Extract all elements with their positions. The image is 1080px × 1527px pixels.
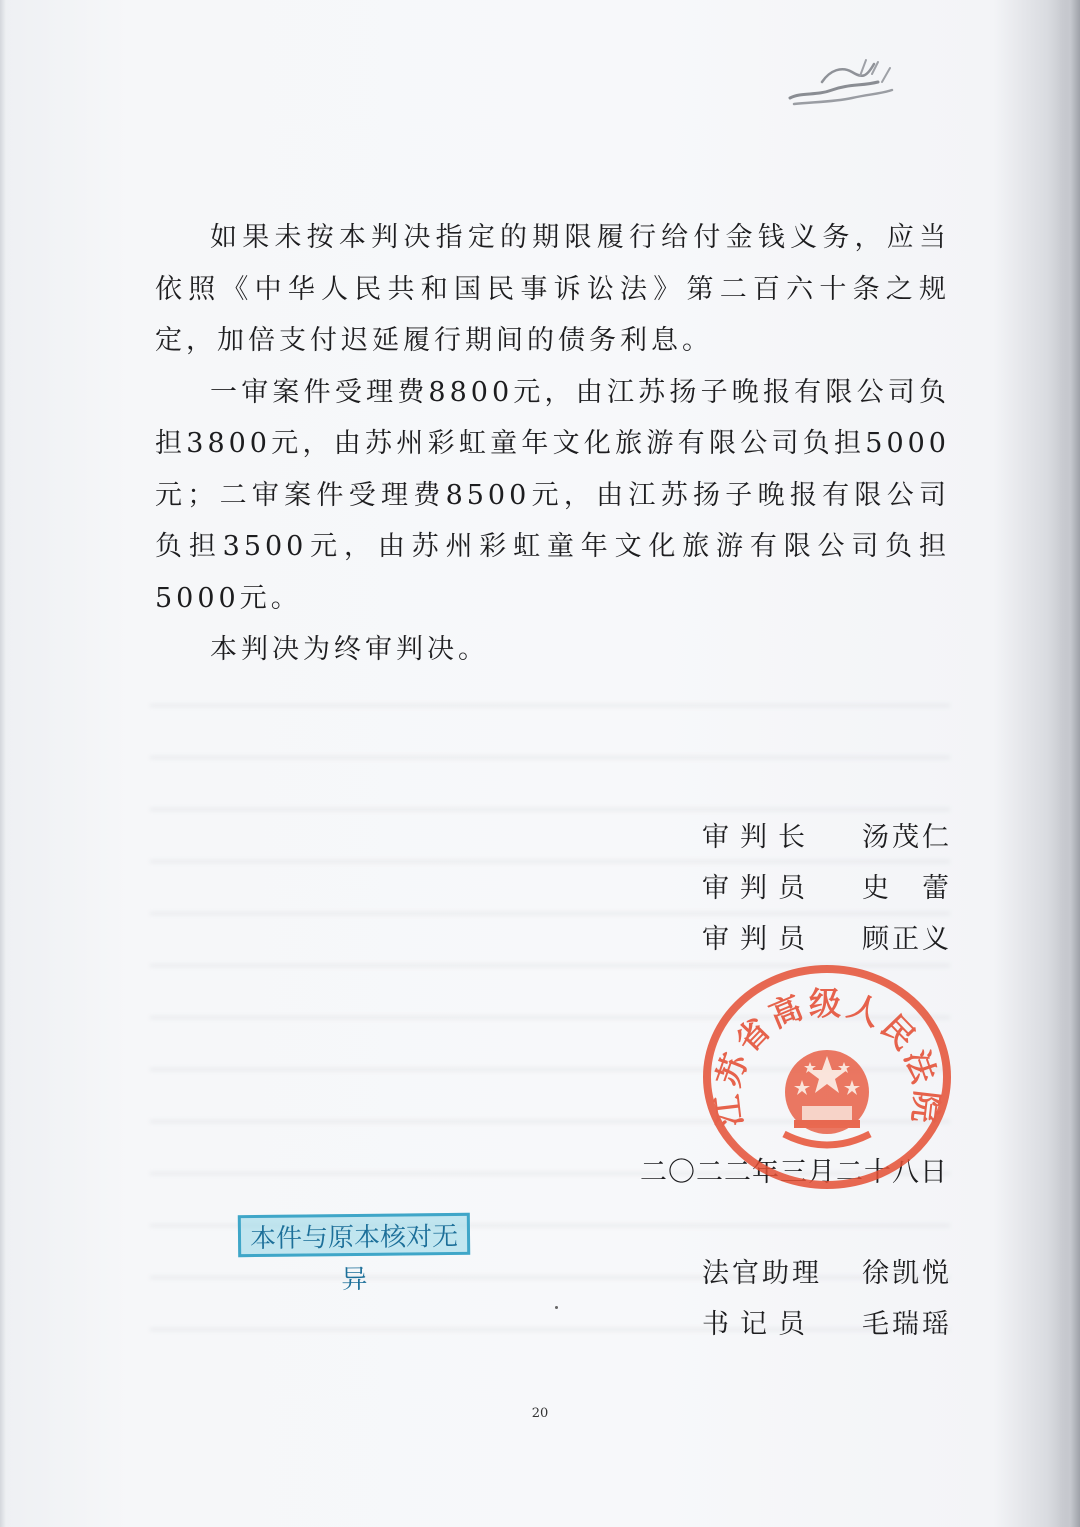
paragraph-fees: 一审案件受理费8800元，由江苏扬子晚报有限公司负担3800元，由苏州彩虹童年文化旅游有限公司负担5000元；二审案件受理费8500元，由江苏扬子晚报有限公司负担3500元，由苏州彩虹童年文化旅游有限公司负担5000元。 (155, 376, 950, 614)
signature-name: 毛瑞瑶 (862, 1309, 952, 1340)
signature-name: 顾正义 (862, 924, 952, 955)
national-emblem (784, 1050, 870, 1145)
signature-role: 书记员 (702, 1309, 816, 1340)
signature-role: 审判员 (702, 873, 816, 904)
binding-edge (0, 0, 6, 1527)
paragraph-interest: 如果未按本判决指定的期限履行给付金钱义务，应当依照《中华人民共和国民事诉讼法》第二百六十条之规定，加倍支付迟延履行期间的债务利息。 (155, 222, 950, 356)
signature-name: 史 蕾 (862, 873, 952, 904)
speck (555, 1306, 558, 1309)
signature-row (702, 812, 952, 863)
handwritten-mark (782, 52, 902, 114)
page-number: 20 (531, 1406, 549, 1421)
verification-stamp: 本件与原本核对无异 (238, 1213, 470, 1257)
signature-role: 审判长 (702, 822, 816, 853)
signature-role: 审判员 (702, 924, 816, 955)
signature-name: 徐凯悦 (862, 1258, 952, 1289)
page-edge-shadow (1058, 0, 1080, 1527)
paragraph-final: 本判决为终审判决。 (210, 634, 489, 665)
signature-row (702, 863, 952, 914)
judgment-body (155, 212, 950, 676)
judgment-date: 二〇二二年三月二十八日 (640, 1157, 948, 1188)
signature-name: 汤茂仁 (862, 822, 952, 853)
court-seal (698, 960, 956, 1194)
seal-text: 江苏省高级人民法院 (707, 984, 947, 1129)
signature-role: 法官助理 (702, 1258, 822, 1289)
judge-signature-block (702, 812, 952, 965)
clerk-signature-block (702, 1248, 952, 1350)
signature-row (702, 914, 952, 965)
signature-row (702, 1299, 952, 1350)
signature-row (702, 1248, 952, 1299)
